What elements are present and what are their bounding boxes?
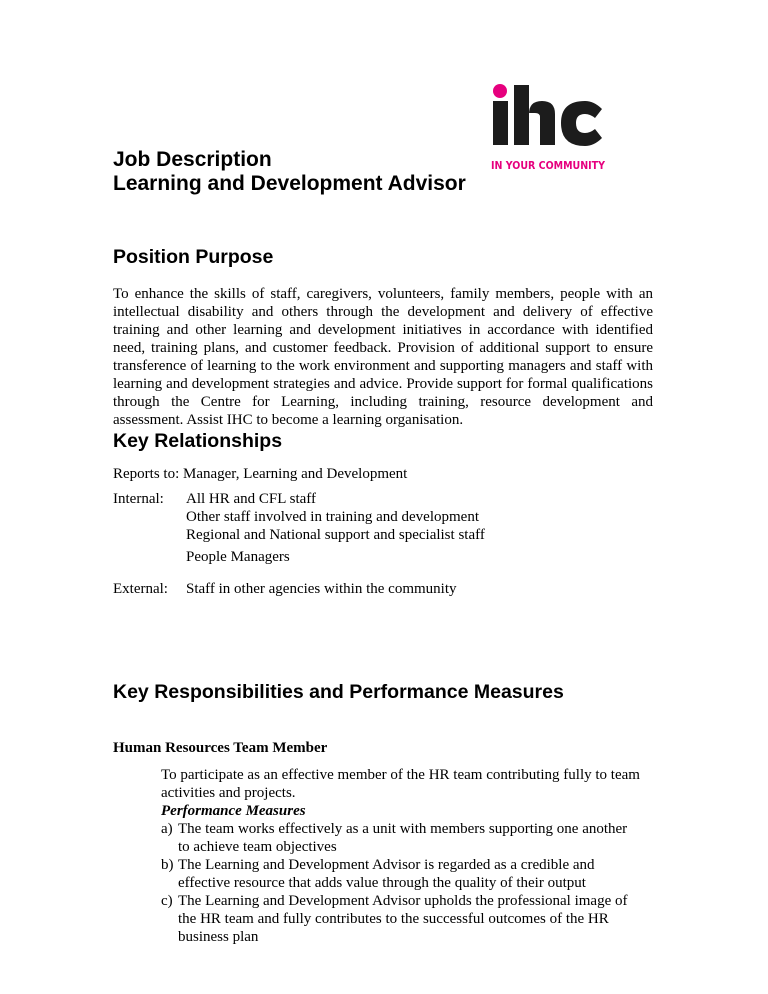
internal-list bbox=[186, 490, 485, 566]
key-relationships-heading: Key Relationships bbox=[113, 430, 283, 452]
internal-item: Other staff involved in training and development bbox=[186, 509, 479, 525]
responsibility-description: To participate as an effective member of the HR team contributing fully to team activities and projects. bbox=[161, 767, 640, 801]
list-marker: a) bbox=[161, 821, 173, 837]
list-item-text: The Learning and Development Advisor is regarded as a credible and effective resource that adds value through the quality of their output bbox=[178, 857, 595, 891]
list-item-text: The team works effectively as a unit with members supporting one another to achieve team objectives bbox=[178, 821, 628, 855]
internal-item: People Managers bbox=[186, 549, 290, 565]
position-purpose-body: To enhance the skills of staff, caregivers, volunteers, family members, people with an intellectual disability and others through the development and delivery of effective training and other learning and development initiatives in accordance with identified need, training plans, and customer feedback. Provision of additional support to ensure transference of learning to the work environment and supporting managers and staff with learning and development strategies and advice. Provide support for formal qualifications through the Centre for Learning, including training, resource development and assessment. Assist IHC to become a learning organisation. bbox=[113, 286, 653, 428]
internal-item: All HR and CFL staff bbox=[186, 491, 316, 507]
internal-label: Internal: bbox=[113, 491, 164, 507]
list-item bbox=[161, 892, 641, 946]
list-item-text: The Learning and Development Advisor upholds the professional image of the HR team and fully contributes to the successful outcomes of the HR business plan bbox=[178, 893, 628, 945]
external-label: External: bbox=[113, 581, 168, 597]
reports-to: Reports to: Manager, Learning and Development bbox=[113, 466, 408, 482]
position-purpose-heading: Position Purpose bbox=[113, 246, 274, 268]
responsibility-section-body bbox=[161, 766, 641, 946]
list-item bbox=[161, 820, 641, 856]
key-responsibilities-heading: Key Responsibilities and Performance Measures bbox=[113, 681, 564, 703]
performance-measures-list bbox=[161, 820, 641, 946]
performance-measures-heading: Performance Measures bbox=[161, 803, 306, 819]
title-line-2: Learning and Development Advisor bbox=[113, 172, 466, 195]
logo-tagline: IN YOUR COMMUNITY bbox=[491, 161, 606, 172]
list-item bbox=[161, 856, 641, 892]
external-value: Staff in other agencies within the community bbox=[186, 581, 457, 597]
responsibility-section-title: Human Resources Team Member bbox=[113, 740, 328, 756]
document-title bbox=[113, 148, 466, 196]
title-line-1: Job Description bbox=[113, 148, 272, 171]
ihc-logo-mark bbox=[489, 84, 609, 174]
ihc-logo bbox=[489, 84, 609, 174]
list-marker: b) bbox=[161, 857, 174, 873]
internal-item: Regional and National support and specialist staff bbox=[186, 527, 485, 543]
list-marker: c) bbox=[161, 893, 173, 909]
